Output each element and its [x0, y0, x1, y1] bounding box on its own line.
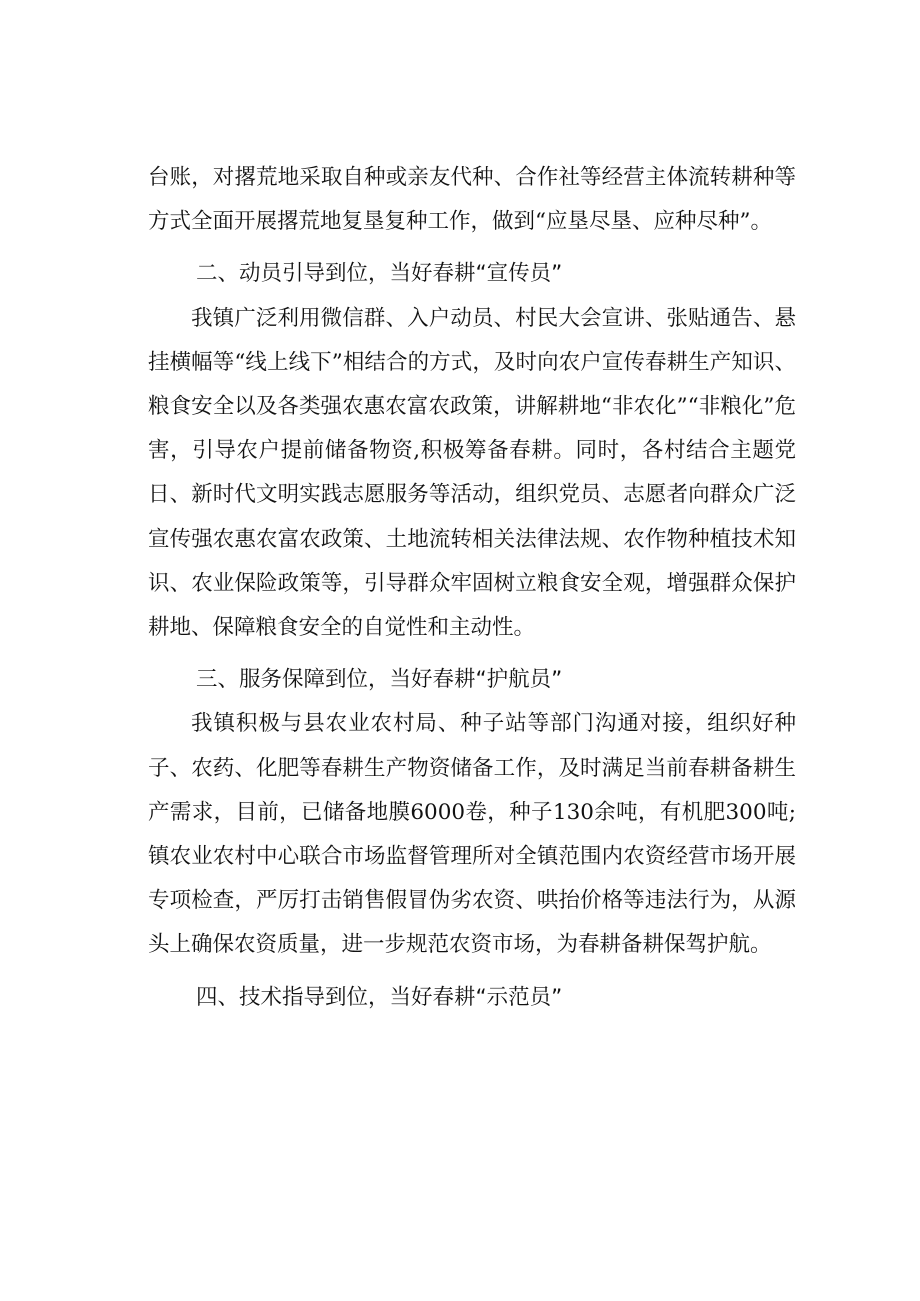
- paragraph-service: 我镇积极与县农业农村局、种子站等部门沟通对接，组织好种子、农药、化肥等春耕生产物资储备工作，及时满足当前春耕备耕生产需求，目前，已储备地膜6000卷，种子130余吨，有机肥300吨;镇农业农村中心联合市场监督管理所对全镇范围内农资经营市场开展专项检查，严厉打击销售假冒伪劣农资、哄抬价格等违法行为，从源头上确保农资质量，进一步规范农资市场，为春耕备耕保驾护航。: [148, 711, 796, 958]
- document-body: [148, 156, 796, 1020]
- section-heading-4: 四、技术指导到位，当好春耕“示范员”: [196, 984, 563, 1010]
- section-heading-2: 二、动员引导到位，当好春耕“宣传员”: [196, 261, 563, 287]
- section-heading-3: 三、服务保障到位，当好春耕“护航员”: [196, 667, 563, 693]
- paragraph-continued: 台账，对撂荒地采取自种或亲友代种、合作社等经营主体流转耕种等方式全面开展撂荒地复垦复种工作，做到“应垦尽垦、应种尽种”。: [148, 165, 796, 235]
- paragraph-publicity: 我镇广泛利用微信群、入户动员、村民大会宣讲、张贴通告、悬挂横幅等“线上线下”相结合的方式，及时向农户宣传春耕生产知识、粮食安全以及各类强农惠农富农政策，讲解耕地“非农化”“非粮化”危害，引导农户提前储备物资,积极筹备春耕。同时，各村结合主题党日、新时代文明实践志愿服务等活动，组织党员、志愿者向群众广泛宣传强农惠农富农政策、土地流转相关法律法规、农作物种植技术知识、农业保险政策等，引导群众牢固树立粮食安全观，增强群众保护耕地、保障粮食安全的自觉性和主动性。: [148, 305, 796, 641]
